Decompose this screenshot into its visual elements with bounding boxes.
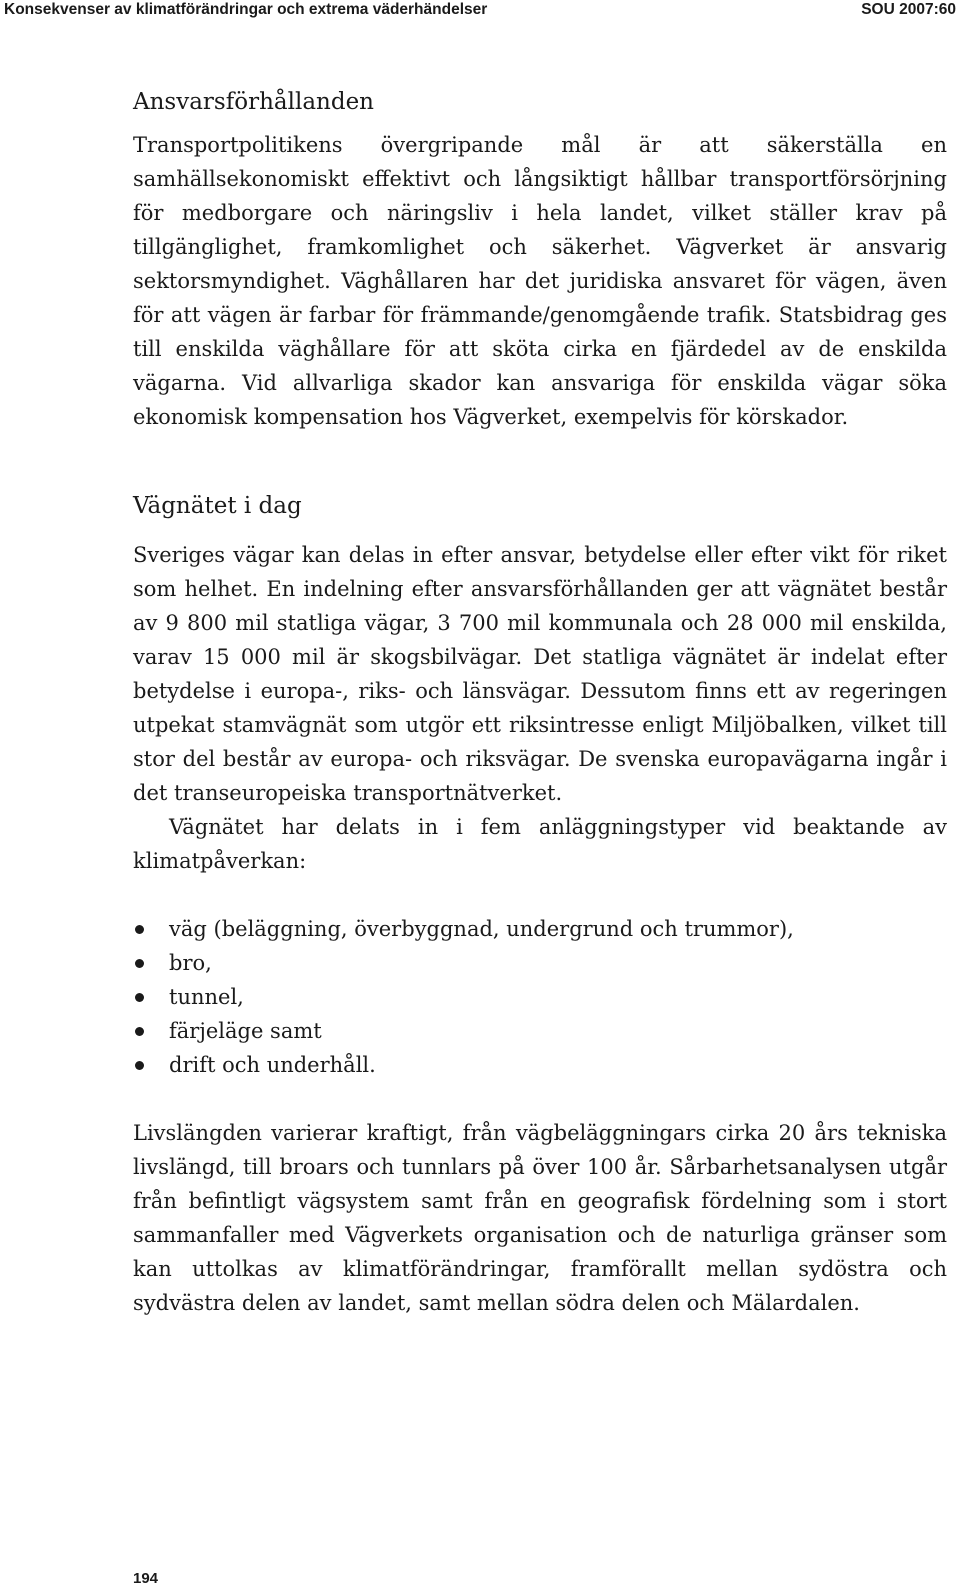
list-item: bro, bbox=[133, 946, 947, 980]
paragraph-lifespan: Livslängden varierar kraftigt, från vägbeläggningars cirka 20 års tekniska livslängd, till broars och tunnlars på över 100 år. Sårbarhetsanalysen utgår från befintligt vägsystem samt från en geografisk fördelning som i stort sammanfaller med Vägverkets organisation och de naturliga gränser som kan uttolkas av klimatförändringar, framförallt mellan sydöstra och sydvästra delen av landet, samt mellan södra delen och Mälardalen. bbox=[133, 1121, 947, 1315]
section-heading-vagnatet-i-dag: Vägnätet i dag bbox=[133, 493, 302, 519]
list-item: färjeläge samt bbox=[133, 1014, 947, 1048]
document-reference: SOU 2007:60 bbox=[861, 1, 956, 18]
paragraph-facility-types: Vägnätet har delats in i fem anläggningstyper vid beaktande av klimatpåverkan: bbox=[133, 815, 947, 873]
list-item: väg (beläggning, överbyggnad, undergrund och trummor), bbox=[133, 912, 947, 946]
document-title: Konsekvenser av klimatförändringar och extrema väderhändelser bbox=[4, 1, 488, 18]
page-body bbox=[133, 80, 947, 1320]
paragraph-responsibility: Transportpolitikens övergripande mål är att säkerställa en samhällsekonomiskt effektivt och långsiktigt hållbar transportförsörjning för medborgare och näringsliv i hela landet, vilket ställer krav på tillgänglighet, framkomlighet och säkerhet. Vägverket är ansvarig sektorsmyndighet. Väghållaren har det juridiska ansvaret för vägen, även för att vägen är farbar för främmande/genomgående trafik. Statsbidrag ges till enskilda väghållare för att sköta cirka en fjärdedel av de enskilda vägarna. Vid allvarliga skador kan ansvariga för enskilda vägar söka ekonomisk kompensation hos Vägverket, exempelvis för körskador. bbox=[133, 133, 947, 429]
facility-type-list bbox=[133, 912, 947, 1082]
list-item: drift och underhåll. bbox=[133, 1048, 947, 1082]
paragraph-road-network: Sveriges vägar kan delas in efter ansvar, betydelse eller efter vikt för riket som helhet. En indelning efter ansvarsförhållanden ger att vägnätet består av 9 800 mil statliga vägar, 3 700 mil kommunala och 28 000 mil enskilda, varav 15 000 mil är skogsbilvägar. Det statliga vägnätet är indelat efter betydelse i europa-, riks- och länsvägar. Dessutom finns ett av regeringen utpekat stamvägnät som utgör ett riksintresse enligt Miljöbalken, vilket till stor del består av europa- och riksvägar. De svenska europavägarna ingår i det transeuropeiska transportnätverket. bbox=[133, 543, 947, 805]
list-item: tunnel, bbox=[133, 980, 947, 1014]
running-header bbox=[0, 0, 960, 30]
section-heading-ansvarsforhallanden: Ansvarsförhållanden bbox=[133, 89, 374, 115]
page-number: 194 bbox=[133, 1570, 159, 1587]
